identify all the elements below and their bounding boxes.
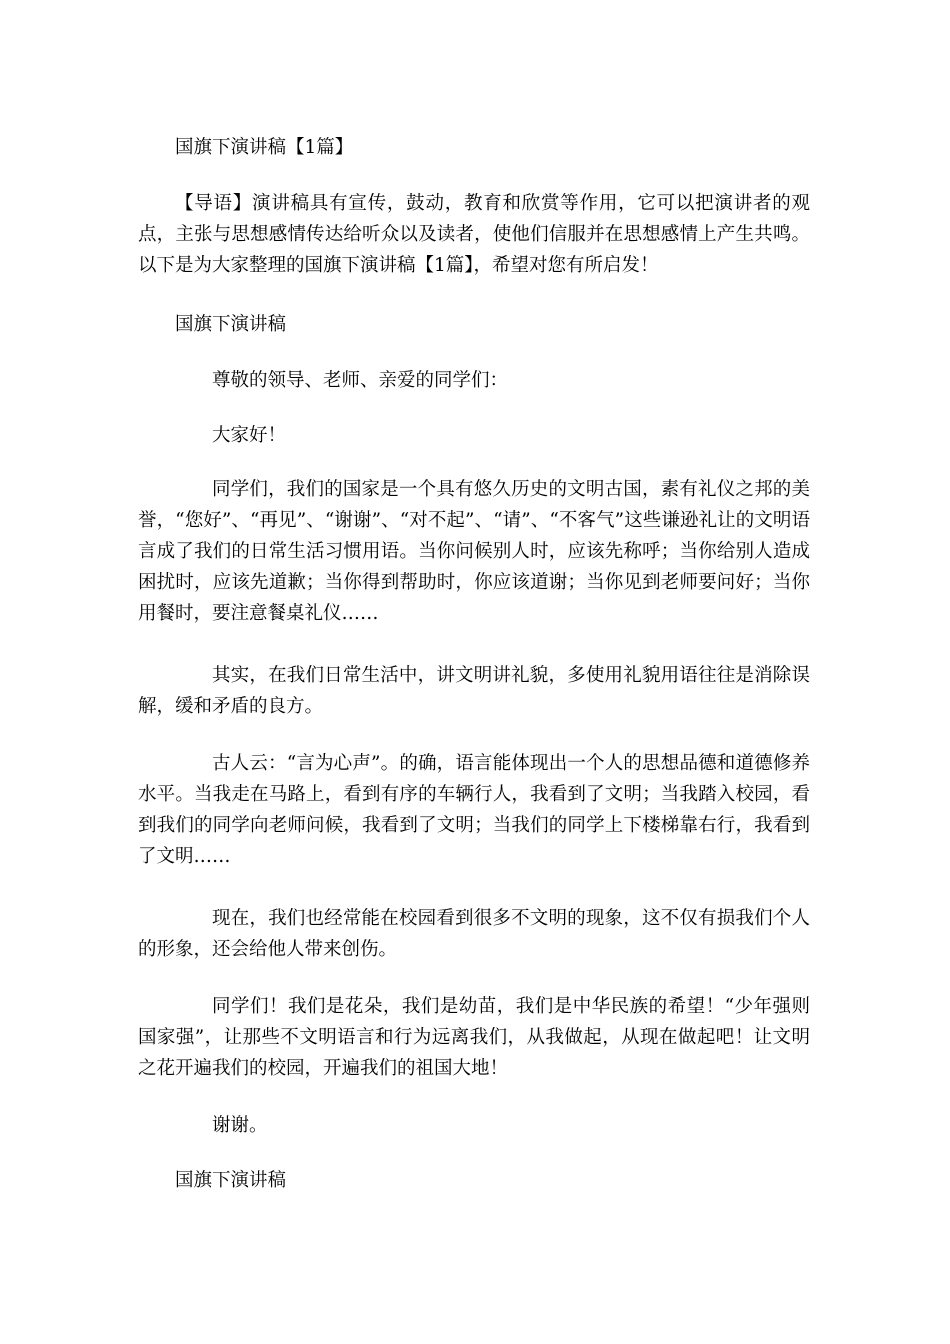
closing: 谢谢。 [212, 1115, 268, 1136]
body-paragraph: 古人云：“言为心声”。的确，语言能体现出一个人的思想品德和道德修养水平。当我走在马路上，看到有序的车辆行人，我看到了文明；当我踏入校园，看到我们的同学向老师问候，我看到了文明；当我们的同学上下楼梯靠右行，我看到了文明…… [138, 753, 810, 867]
body-paragraph: 同学们，我们的国家是一个具有悠久历史的文明古国，素有礼仪之邦的美誉，“您好”、“再见”、“谢谢”、“对不起”、“请”、“不客气”这些谦逊礼让的文明语言成了我们的日常生活习惯用语。当你问候别人时，应该先称呼；当你给别人造成困扰时，应该先道歉；当你得到帮助时，你应该道谢；当你见到老师要问好；当你用餐时，要注意餐桌礼仪…… [138, 479, 810, 624]
intro-paragraph: 【导语】演讲稿具有宣传，鼓动，教育和欣赏等作用，它可以把演讲者的观点，主张与思想感情传达给听众以及读者，使他们信服并在思想感情上产生共鸣。以下是为大家整理的国旗下演讲稿【1篇】，希望对您有所启发！ [138, 193, 810, 276]
salutation: 尊敬的领导、老师、亲爱的同学们： [212, 370, 509, 391]
section-heading: 国旗下演讲稿 [175, 314, 287, 335]
body-paragraph: 其实，在我们日常生活中，讲文明讲礼貌，多使用礼貌用语往往是消除误解，缓和矛盾的良方。 [138, 665, 810, 717]
body-paragraph: 同学们！我们是花朵，我们是幼苗，我们是中华民族的希望！“少年强则国家强”，让那些不文明语言和行为远离我们，从我做起，从现在做起吧！让文明之花开遍我们的校园，开遍我们的祖国大地！ [138, 996, 810, 1079]
body-paragraph: 现在，我们也经常能在校园看到很多不文明的现象，这不仅有损我们个人的形象，还会给他人带来创伤。 [138, 908, 810, 960]
document-title: 国旗下演讲稿【1篇】 [175, 137, 354, 158]
greeting: 大家好！ [212, 425, 287, 446]
section-heading: 国旗下演讲稿 [175, 1170, 287, 1191]
